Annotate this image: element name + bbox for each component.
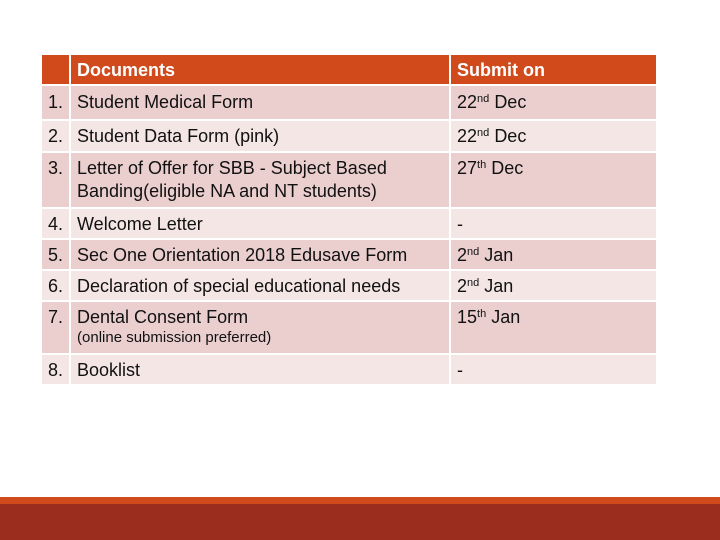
row-number: 3. — [42, 153, 69, 207]
submit-date-cell — [451, 153, 656, 207]
submit-date-cell — [451, 240, 656, 269]
table-row — [42, 355, 656, 384]
submit-date-cell — [451, 302, 656, 353]
document-name: Dental Consent Form — [77, 307, 249, 327]
document-cell — [71, 209, 449, 238]
table-row — [42, 153, 656, 207]
header-num — [42, 55, 69, 84]
document-name: Student Medical Form — [77, 92, 254, 112]
document-cell — [71, 153, 449, 207]
document-cell — [71, 355, 449, 384]
document-note: (online submission preferred) — [77, 329, 272, 346]
date-day: 15 — [457, 307, 478, 327]
date-day: - — [457, 214, 464, 234]
document-cell — [71, 121, 449, 151]
date-day: 2 — [457, 276, 468, 296]
table-row — [42, 209, 656, 238]
date-month: Dec — [494, 126, 527, 146]
date-suffix: nd — [477, 127, 490, 139]
date-suffix: nd — [467, 277, 480, 289]
table-row — [42, 121, 656, 151]
submit-date-cell — [451, 271, 656, 300]
document-name: Sec One Orientation 2018 Edusave Form — [77, 245, 408, 265]
table-row — [42, 302, 656, 353]
table-row — [42, 240, 656, 269]
date-day: 2 — [457, 245, 468, 265]
document-name: Declaration of special educational needs — [77, 276, 401, 296]
table-header-row — [42, 55, 656, 84]
header-submit-on: Submit on — [451, 55, 656, 84]
document-cell — [71, 86, 449, 119]
date-day: 27 — [457, 158, 478, 178]
document-cell — [71, 271, 449, 300]
document-name: Booklist — [77, 360, 141, 380]
document-name: Welcome Letter — [77, 214, 203, 234]
row-number: 7. — [42, 302, 69, 353]
submit-date-cell — [451, 355, 656, 384]
table-row — [42, 86, 656, 119]
date-month: Jan — [491, 307, 521, 327]
date-month: Dec — [494, 92, 527, 112]
footer-bar — [0, 504, 720, 540]
date-month: Jan — [484, 245, 514, 265]
document-cell — [71, 302, 449, 353]
date-day: 22 — [457, 92, 478, 112]
date-month: Jan — [484, 276, 514, 296]
date-suffix: th — [477, 159, 487, 171]
row-number: 1. — [42, 86, 69, 119]
date-suffix: th — [477, 308, 487, 320]
table-row — [42, 271, 656, 300]
date-suffix: nd — [477, 93, 490, 105]
submit-date-cell — [451, 209, 656, 238]
row-number: 5. — [42, 240, 69, 269]
header-documents: Documents — [71, 55, 449, 84]
documents-table — [40, 53, 658, 386]
document-cell — [71, 240, 449, 269]
row-number: 4. — [42, 209, 69, 238]
row-number: 6. — [42, 271, 69, 300]
date-month: Dec — [491, 158, 524, 178]
document-name: Student Data Form (pink) — [77, 126, 280, 146]
submit-date-cell — [451, 121, 656, 151]
row-number: 8. — [42, 355, 69, 384]
date-day: - — [457, 360, 464, 380]
submit-date-cell — [451, 86, 656, 119]
date-suffix: nd — [467, 246, 480, 258]
row-number: 2. — [42, 121, 69, 151]
document-name: Letter of Offer for SBB - Subject Based Banding(eligible NA and NT students) — [77, 158, 387, 201]
date-day: 22 — [457, 126, 478, 146]
